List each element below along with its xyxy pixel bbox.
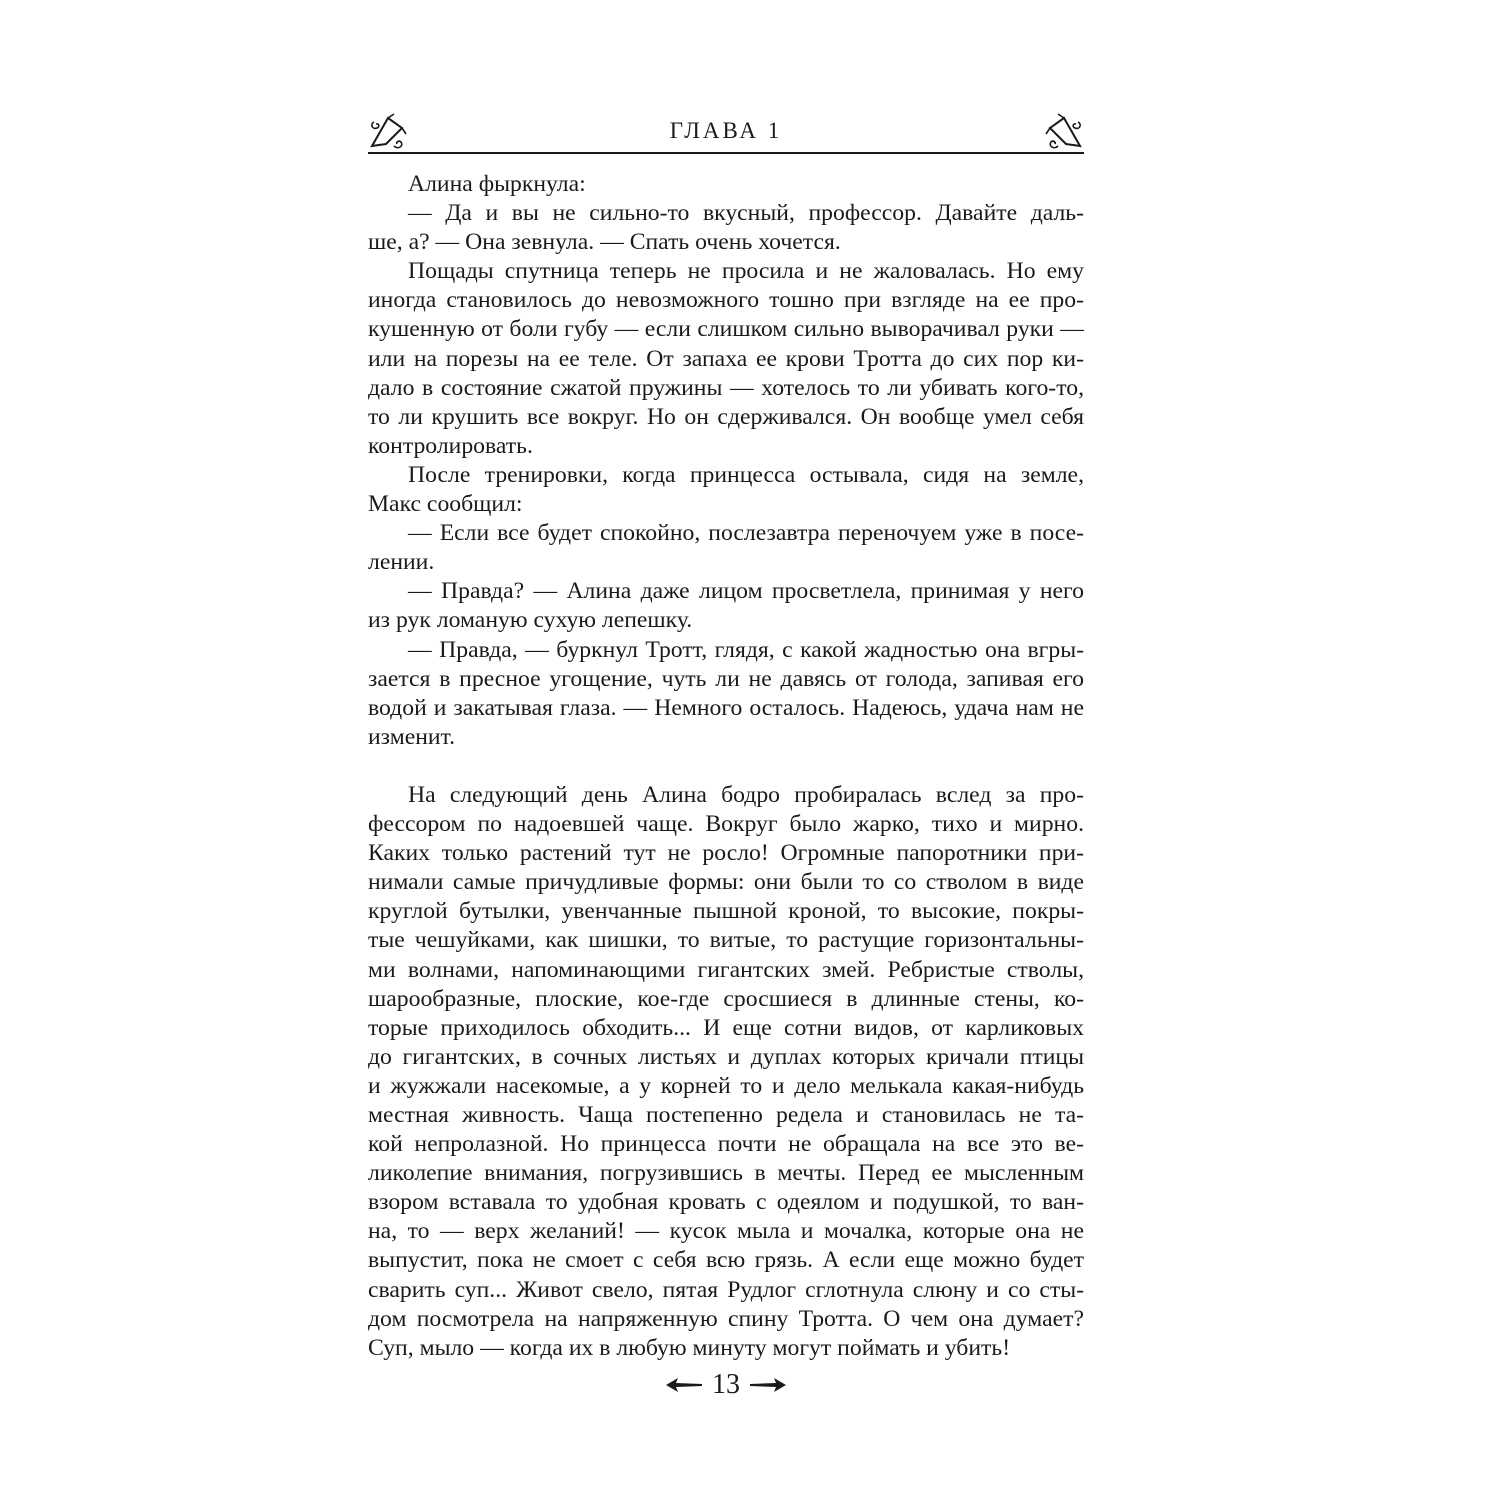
corner-ornament-icon [1044,112,1084,150]
text-line: и жужжали насекомые, а у корней то и дело мелькала какая-нибудь [368,1072,1084,1099]
text-line: из рук ломаную сухую лепешку. [368,607,693,634]
text-line: кушенную от боли губу — если слишком сильно выворачивал руки — [368,316,1084,343]
left-arrow-fleuron-icon [664,1377,704,1393]
text-line: ликолепие внимания, погрузившись в мечты. Перед ее мысленным [368,1160,1084,1187]
text-line: ми волнами, напоминающими гигантских змей. Ребристые стволы, [368,956,1084,983]
text-line: торые приходилось обходить... И еще сотни видов, от карликовых [368,1014,1084,1041]
text-line: водой и закатывая глаза. — Немного осталось. Надеюсь, удача нам не [368,694,1084,721]
text-line: Суп, мыло — когда их в любую минуту могут поймать и убить! [368,1334,1011,1361]
text-line: Макс сообщил: [368,491,523,518]
text-line: дом посмотрела на напряженную спину Тротта. О чем она думает? [368,1305,1084,1332]
text-line: После тренировки, когда принцесса остывала, сидя на земле, [408,461,1084,488]
text-line: Пощады спутница теперь не просила и не жаловалась. Но ему [408,258,1084,285]
text-line: то ли крушить все вокруг. Но он сдерживался. Он вообще умел себя [368,403,1084,430]
text-line: дало в состояние сжатой пружины — хотелось то ли убивать кого-то, [368,374,1084,401]
header-rule [368,152,1084,154]
text-line: — Правда, — буркнул Тротт, глядя, с какой жадностью она вгры- [408,636,1084,663]
text-line: — Да и вы не сильно-то вкусный, профессор. Давайте даль- [408,200,1084,227]
text-line: до гигантских, в сочных листьях и дуплах которых кричали птицы [368,1043,1084,1070]
text-line: лении. [368,549,435,576]
text-line: Каких только растений тут не росло! Огромные папоротники при- [368,840,1084,867]
text-line: иногда становилось до невозможного тошно при взгляде на ее про- [368,287,1084,314]
text-line: кой непролазной. Но принцесса почти не обращала на все это ве- [368,1131,1084,1158]
text-line: или на порезы на ее теле. От запаха ее крови Тротта до сих пор ки- [368,345,1084,372]
text-line: местная живность. Чаща постепенно редела и становилась не та- [368,1102,1084,1128]
text-line: сварить суп... Живот свело, пятая Рудлог сглотнула слюну и со сты- [368,1276,1084,1303]
text-line: изменит. [368,723,456,750]
page-number: 13 [712,1369,740,1400]
right-arrow-fleuron-icon [748,1377,788,1393]
text-line: — Правда? — Алина даже лицом просветлела, принимая у него [408,578,1084,605]
text-line: нимали самые причудливые формы: они были то со стволом в виде [368,869,1084,896]
running-header [368,108,1084,154]
text-line: На следующий день Алина бодро пробиралась вслед за про- [408,781,1084,808]
text-line: зается в пресное угощение, чуть ли не давясь от голода, запивая его [368,665,1084,692]
text-line: на, то — верх желаний! — кусок мыла и мочалка, которые она не [368,1218,1084,1245]
section-break [368,752,1084,781]
text-line: Алина фыркнула: [408,171,586,197]
page-footer [368,1367,1084,1403]
text-line: взором вставала то удобная кровать с одеялом и подушкой, то ван- [368,1189,1084,1216]
text-line: ше, а? — Она зевнула. — Спать очень хочется. [368,229,841,256]
text-line: тые чешуйками, как шишки, то витые, то растущие горизонтальны- [368,927,1084,954]
body-text [368,170,1084,1363]
text-line: контролировать. [368,432,533,459]
text-line: фессором по надоевшей чаще. Вокруг было жарко, тихо и мирно. [368,811,1084,838]
text-line: — Если все будет спокойно, послезавтра переночуем уже в посе- [408,520,1084,547]
chapter-title: ГЛАВА 1 [669,118,783,143]
text-line: круглой бутылки, увенчанные пышной кроной, то высокие, покры- [368,898,1084,925]
text-line: выпустит, пока не смоет с себя всю грязь. А если еще можно будет [368,1247,1084,1274]
text-line: шарообразные, плоские, кое-где сросшиеся в длинные стены, ко- [368,985,1084,1012]
